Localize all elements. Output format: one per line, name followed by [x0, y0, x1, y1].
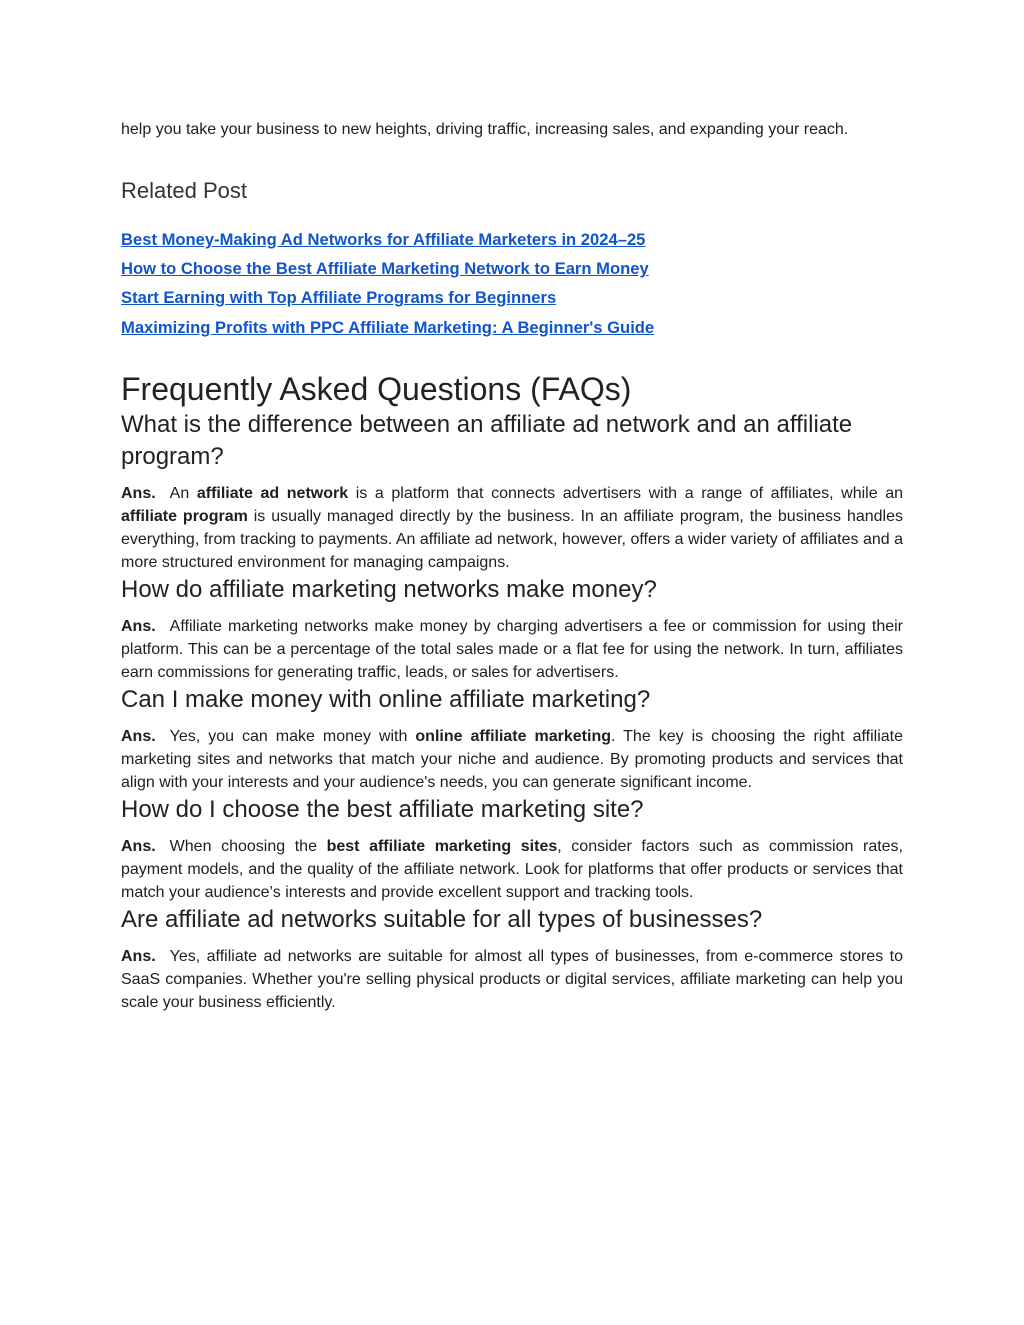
intro-paragraph: help you take your business to new heights, driving traffic, increasing sales, and expanding your reach. — [121, 121, 849, 138]
answer-label: Ans. — [121, 617, 156, 635]
faq-question: How do affiliate marketing networks make money? — [121, 575, 657, 603]
related-link-choose-network[interactable]: How to Choose the Best Affiliate Marketing Network to Earn Money — [121, 259, 649, 279]
faq-answer — [121, 945, 903, 1014]
answer-text: Yes, you can make money with — [169, 727, 416, 745]
answer-text: , consider factors such as commission rates, payment models, and the quality of the affiliate network. Look for platforms that offer products or services that match your audience’s interests and provide excellent support and tracking tools. — [121, 837, 904, 901]
faq-answer — [121, 482, 903, 574]
answer-label: Ans. — [121, 484, 156, 502]
faq-question: What is the difference between an affiliate ad network and an affiliate program? — [121, 410, 853, 470]
related-post-links — [121, 225, 903, 342]
faq-question: How do I choose the best affiliate marketing site? — [121, 795, 644, 823]
answer-text: is a platform that connects advertisers with a range of affiliates, while an — [348, 484, 904, 502]
answer-label: Ans. — [121, 727, 156, 745]
answer-keyword: affiliate ad network — [196, 484, 349, 502]
answer-keyword: affiliate program — [121, 507, 248, 525]
faq-question: Are affiliate ad networks suitable for all types of businesses? — [121, 905, 763, 933]
related-link-ppc-guide[interactable]: Maximizing Profits with PPC Affiliate Marketing: A Beginner's Guide — [121, 317, 655, 337]
related-post-heading: Related Post — [121, 178, 247, 203]
related-link-start-earning[interactable]: Start Earning with Top Affiliate Programs for Beginners — [121, 288, 557, 308]
answer-text: is usually managed directly by the business. In an affiliate program, the business handles everything, from tracking to payments. An affiliate ad network, however, offers a wider variety of affiliates and a more structured environment for managing campaigns. — [121, 507, 904, 571]
faq-answer — [121, 725, 903, 794]
document-page — [121, 118, 903, 1014]
answer-keyword: online affiliate marketing — [415, 727, 611, 745]
related-link-ad-networks[interactable]: Best Money-Making Ad Networks for Affiliate Marketers in 2024–25 — [121, 230, 646, 249]
answer-label: Ans. — [121, 947, 156, 965]
faq-question: Can I make money with online affiliate marketing? — [121, 685, 651, 713]
answer-text: Yes, affiliate ad networks are suitable for almost all types of businesses, from e-commerce stores to SaaS companies. Whether you're selling physical products or digital services, affiliate marketing can help you scale your business efficiently. — [121, 947, 903, 1011]
faq-heading: Frequently Asked Questions (FAQs) — [121, 370, 632, 407]
answer-keyword: best affiliate marketing sites — [326, 837, 558, 855]
faq-answer — [121, 835, 903, 904]
answer-text: Affiliate marketing networks make money by charging advertisers a fee or commission for using their platform. This can be a percentage of the total sales made or a flat fee for using the network. In turn, affiliates earn commissions for generating traffic, leads, or sales for advertisers. — [121, 617, 903, 681]
answer-text: An — [169, 484, 197, 502]
answer-label: Ans. — [121, 837, 156, 855]
answer-text: . The key is choosing the right affiliate marketing sites and networks that match your niche and audience. By promoting products and services that align with your interests and your audience's needs, you can generate significant income. — [121, 727, 903, 791]
faq-answer — [121, 615, 903, 684]
answer-text: When choosing the — [169, 837, 327, 855]
